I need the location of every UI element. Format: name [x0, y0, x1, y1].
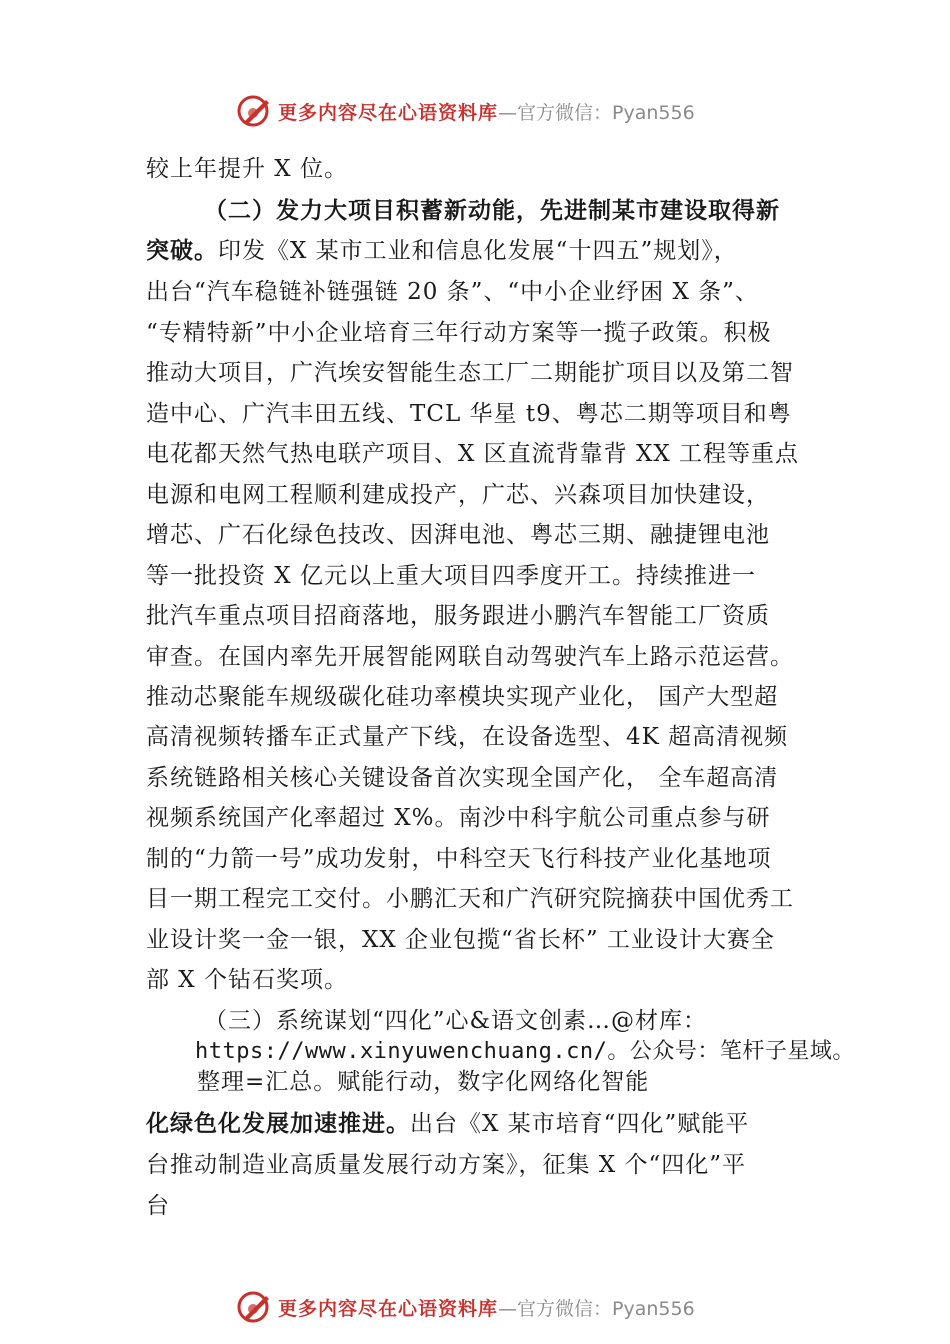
header-banner — [0, 92, 950, 132]
banner-red-text: 更多内容尽在心语资料库 — [278, 1298, 499, 1320]
text-line: 系统链路相关核心关键设备首次实现全国产化， 全车超高清 — [146, 765, 779, 791]
text-line: 业设计奖一金一银，XX 企业包揽“省长杯” 工业设计大赛全 — [146, 927, 775, 953]
text-line: 电源和电网工程顺利建成投产，广芯、兴森项目加快建设， — [146, 482, 770, 508]
text-line: 较上年提升 X 位。 — [146, 156, 348, 182]
section-heading-2: （二）发力大项目积蓄新动能，先进制某市建设取得新 — [204, 197, 780, 224]
text-line: 部 X 个钻石奖项。 — [146, 967, 348, 993]
text-line: 批汽车重点项目招商落地，服务跟进小鹏汽车智能工厂资质 — [146, 603, 770, 629]
pen-logo-icon — [236, 1290, 274, 1324]
banner-text — [278, 1294, 695, 1321]
text-line — [146, 236, 738, 266]
text-line: 出台“汽车稳链补链强链 20 条”、“中小企业纾困 X 条”、 — [146, 279, 759, 305]
text-line: 等一批投资 X 亿元以上重大项目四季度开工。持续推进一 — [146, 563, 756, 589]
text-line — [146, 1109, 749, 1139]
text-line: 增芯、广石化绿色技改、因湃电池、粤芯三期、融捷锂电池 — [146, 522, 770, 548]
text-line: 视频系统国产化率超过 X%。南沙中科宇航公司重点参与研 — [146, 805, 771, 831]
heading-continuation: 突破。 — [146, 237, 218, 264]
heading-continuation: 化绿色化发展加速推进。 — [146, 1110, 410, 1137]
resource-url-line: https://www.xinyuwenchuang.cn/。公众号：笔杆子星域。 — [195, 1039, 855, 1064]
banner-red-text: 更多内容尽在心语资料库 — [278, 102, 499, 124]
text-span: 印发《X 某市工业和信息化发展“十四五”规划》， — [218, 238, 738, 264]
text-line: 高清视频转播车正式量产下线，在设备选型、4K 超高清视频 — [146, 724, 789, 750]
text-line: 台推动制造业高质量发展行动方案》，征集 X 个“四化”平 — [146, 1152, 747, 1178]
text-line: 整理=汇总。赋能行动，数字化网络化智能 — [197, 1069, 650, 1095]
section-heading-3: （三）系统谋划“四化”心&语文创素…@材库： — [204, 1008, 707, 1034]
banner-wechat-text: —官方微信：Pyan556 — [498, 1298, 695, 1320]
text-line: 电花都天然气热电联产项目、X 区直流背靠背 XX 工程等重点 — [146, 441, 800, 467]
text-line: 推动大项目，广汽埃安智能生态工厂二期能扩项目以及第二智 — [146, 360, 794, 386]
text-line: 推动芯聚能车规级碳化硅功率模块实现产业化， 国产大型超 — [146, 684, 779, 710]
banner-wechat-text: —官方微信：Pyan556 — [498, 102, 695, 124]
footer-banner — [0, 1288, 950, 1328]
text-line: 审查。在国内率先开展智能网联自动驾驶汽车上路示范运营。 — [146, 644, 794, 670]
text-line: 目一期工程完工交付。小鹏汇天和广汽研究院摘获中国优秀工 — [146, 886, 794, 912]
text-line: 造中心、广汽丰田五线、TCL 华星 t9、粤芯二期等项目和粤 — [146, 401, 792, 427]
text-line: “专精特新”中小企业培育三年行动方案等一揽子政策。积极 — [146, 320, 772, 346]
banner-text — [278, 98, 695, 125]
text-span: 出台《X 某市培育“四化”赋能平 — [410, 1111, 750, 1137]
pen-logo-icon — [236, 94, 274, 128]
text-line: 制的“力箭一号”成功发射，中科空天飞行科技产业化基地项 — [146, 846, 772, 872]
text-line: 台 — [146, 1193, 170, 1219]
